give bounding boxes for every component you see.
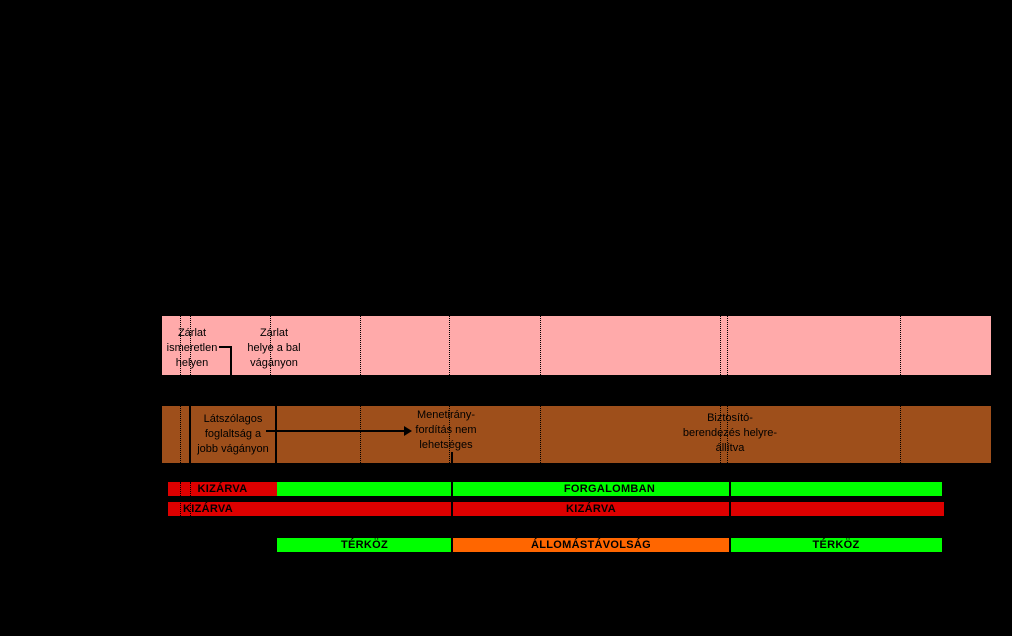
bar-gridline [190, 482, 191, 516]
label-zarlat-bal: Zárlat helye a bal vágányon [247, 327, 301, 369]
bar-separator [451, 538, 453, 552]
label-zarlat-ismeretlen: Zárlat ismeretlen helyen [166, 327, 218, 369]
bar-row3-terkoz-left-label: TÉRKÖZ [340, 539, 389, 551]
label-menetirany: Menetirány- fordítás nem lehetséges [415, 409, 477, 451]
bar-row2-main-label: KIZÁRVA [566, 503, 616, 515]
bar-row3-terkoz-left [277, 538, 452, 552]
bar-row3-terkoz-right-label: TÉRKÖZ [812, 539, 860, 551]
bar-separator [451, 482, 453, 516]
bar-row3-allomastavolsag-label: ÁLLOMÁSTÁVOLSÁG [531, 539, 651, 551]
label-latszolagos: Látszólagos foglaltság a jobb vágányon [197, 413, 269, 455]
bar-row3-allomastavolsag [452, 538, 730, 552]
arrow-head-icon [404, 426, 412, 436]
bar-separator [729, 482, 731, 516]
bar-row1-forgalomban-label: FORGALOMBAN [563, 483, 656, 495]
bar-row2-left-label: KIZÁRVA [183, 503, 233, 515]
bar-gridline [180, 482, 181, 516]
bar-separator [729, 538, 731, 552]
connector-zarlat [219, 347, 231, 377]
bar-row1-kizarva-label: KIZÁRVA [197, 483, 248, 495]
label-biztosito: Biztosító- berendezés helyre- állítva [682, 412, 778, 454]
bar-row1-forgalomban [277, 482, 942, 496]
bar-row1-kizarva [168, 482, 277, 496]
bar-row3-terkoz-right [730, 538, 942, 552]
